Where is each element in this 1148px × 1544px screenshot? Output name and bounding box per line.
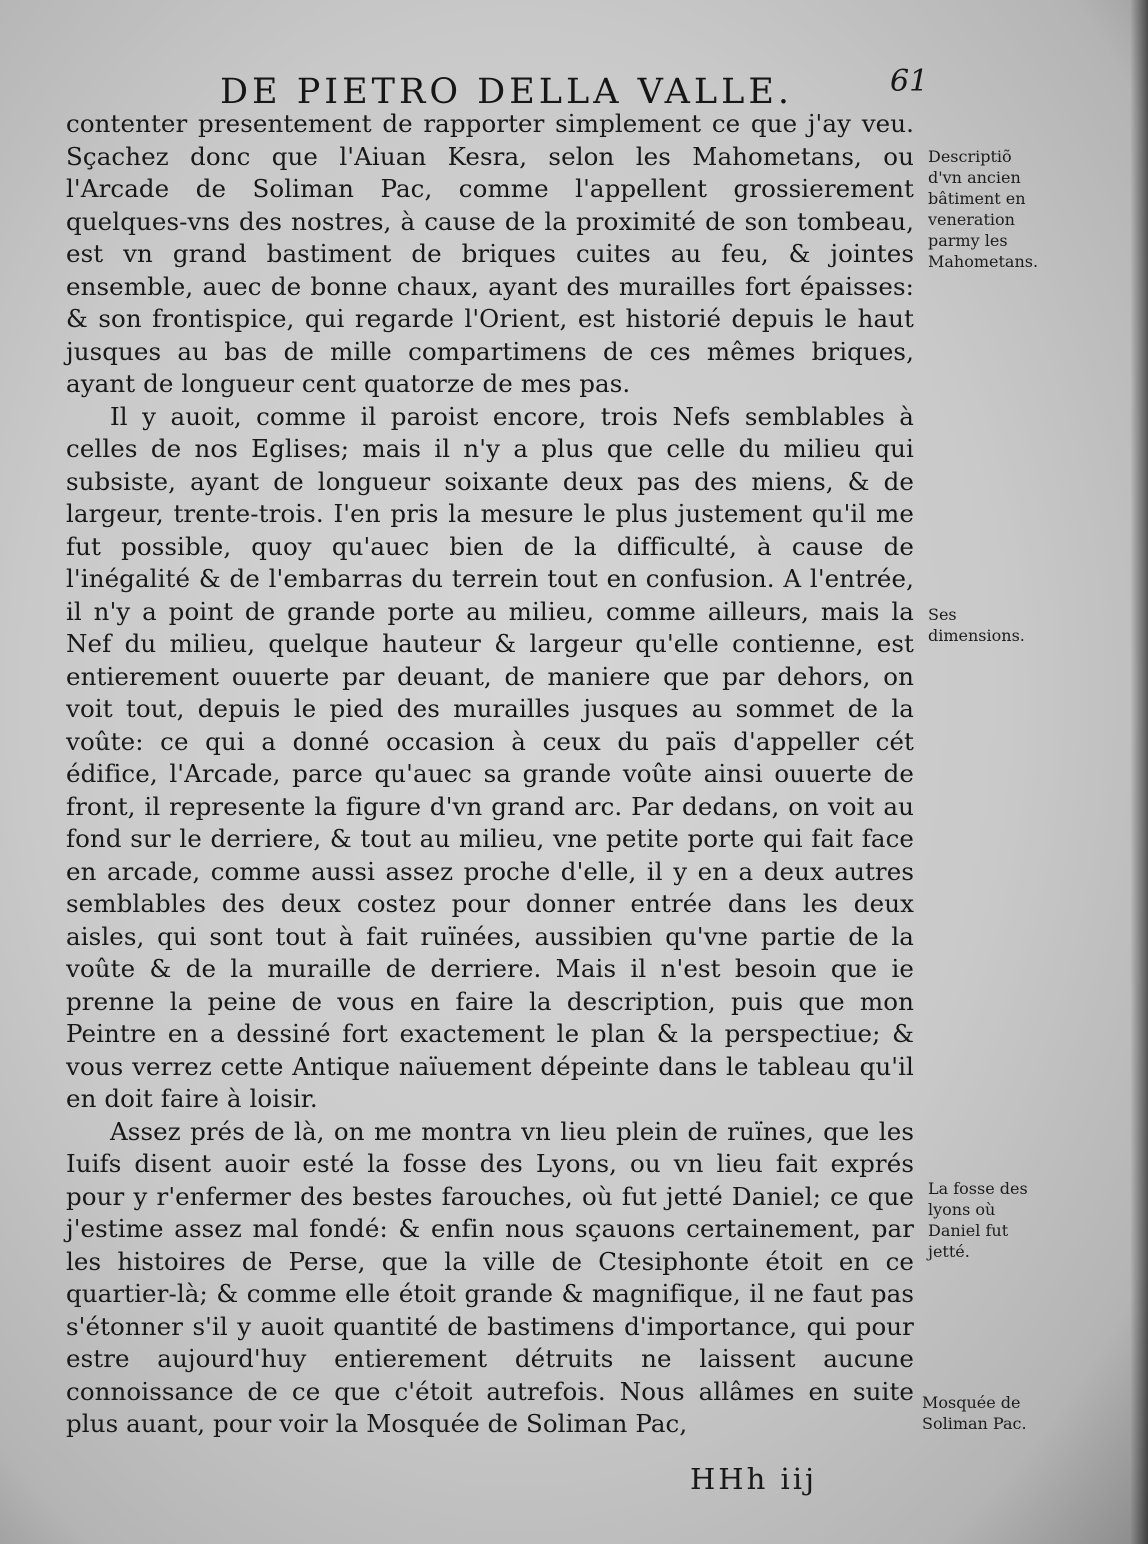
page-edge-shadow [1130, 0, 1148, 1544]
margin-note-mosque: Mosquée de Soliman Pac. [922, 1393, 1027, 1433]
page-header [220, 64, 929, 112]
margin-note-description: Descriptiõ d'vn ancien bâtiment en veneration parmy les Mahometans. [928, 147, 1039, 271]
page-number: 61 [890, 64, 929, 99]
margin-note-lions-den: La fosse des lyons où Daniel fut jetté. [928, 1179, 1028, 1261]
main-text [66, 108, 914, 1441]
paragraph-1: contenter presentement de rapporter simplement ce que j'ay veu. Sçachez donc que l'Aiuan Kesra, selon les Mahometans, ou l'Arcade de Soliman Pac, comme l'appellent grossierement quelques-vns des nostres, à cause de la proximité de son tombeau, est vn grand bastiment de briques cuites au feu, & jointes ensemble, auec de bonne chaux, ayant des murailles fort épaisses: & son frontispice, qui regarde l'Orient, est historié depuis le haut jusques au bas de mille compartimens de ces mêmes briques, ayant de longueur cent quatorze de mes pas. [66, 109, 914, 398]
signature-mark: HHh iij [690, 1462, 818, 1496]
paragraph-3: Assez prés de là, on me montra vn lieu plein de ruïnes, que les Iuifs disent auoir esté la fosse des Lyons, ou vn lieu fait exprés pour y r'enfermer des bestes farouches, où fut jetté Daniel; ce que j'estime assez mal fondé: & enfin nous sçauons certainement, par les histoires de Perse, que la ville de Ctesiphonte étoit en ce quartier-là; & comme elle étoit grande & magnifique, il ne faut pas s'étonner s'il y auoit quantité de bastimens d'importance, qui pour estre aujourd'huy entierement détruits ne laissent aucune connoissance de ce que c'étoit autrefois. Nous allâmes en suite plus auant, pour voir la Mosquée de Soliman Pac, [66, 1116, 914, 1438]
running-title: DE PIETRO DELLA VALLE. [220, 72, 794, 112]
margin-note-dimensions: Ses dimensions. [928, 605, 1025, 645]
paragraph-2: Il y auoit, comme il paroist encore, trois Nefs semblables à celles de nos Eglises; mais il n'y a plus que celle du milieu qui subsiste, ayant de longueur soixante deux pas des miens, & de largeur, trente-trois. I'en pris la mesure le plus justement qu'il me fut possible, quoy qu'auec bien de la difficulté, à cause de l'inégalité & de l'embarras du terrein tout en confusion. A l'entrée, il n'y a point de grande porte au milieu, comme ailleurs, mais la Nef du milieu, quelque hauteur & largeur qu'elle contienne, est entierement ouuerte par deuant, de maniere que par dehors, on voit tout, depuis le pied des murailles jusques au sommet de la voûte: ce qui a donné occasion à ceux du païs d'appeller cét édifice, l'Arcade, parce qu'auec sa grande voûte ainsi ouuerte de front, il represente la figure d'vn grand arc. Par dedans, on voit au fond sur le derriere, & tout au milieu, vne petite porte qui fait face en arcade, comme aussi assez proche d'elle, il y en a deux autres semblables des deux costez pour donner entrée dans les deux aisles, qui sont tout à fait ruïnées, aussibien qu'vne partie de la voûte & de la muraille de derriere. Mais il n'est besoin que ie prenne la peine de vous en faire la description, puis que mon Peintre en a dessiné fort exactement le plan & la perspectiue; & vous verrez cette Antique naïuement dépeinte dans le tableau qu'il en doit faire à loisir. [66, 401, 914, 1113]
